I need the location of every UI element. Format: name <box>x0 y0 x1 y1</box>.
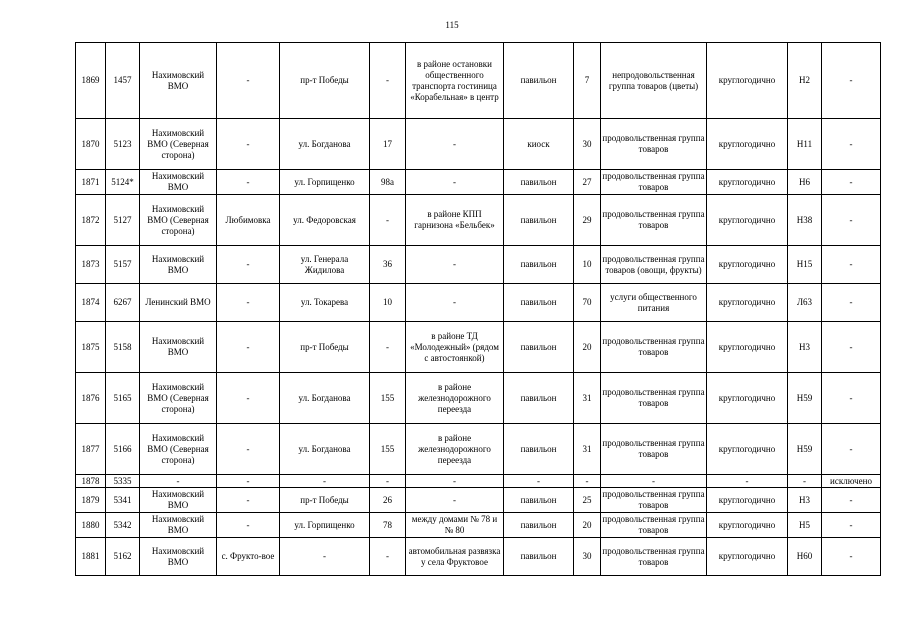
cell-object-type: - <box>504 475 574 488</box>
cell-area: 30 <box>574 538 601 576</box>
cell-scheme-number: 5124* <box>106 170 140 195</box>
cell-street: пр-т Победы <box>280 43 370 119</box>
table-row <box>76 170 881 195</box>
cell-district: Ленинский ВМО <box>140 284 217 322</box>
cell-scheme-ref: Н5 <box>788 513 822 538</box>
cell-scheme-ref: - <box>788 475 822 488</box>
cell-specialization: продовольственная группа товаров <box>601 195 707 246</box>
cell-district: - <box>140 475 217 488</box>
cell-area: 30 <box>574 119 601 170</box>
cell-entry-number: 1877 <box>76 424 106 475</box>
cell-specialization: услуги общественного питания <box>601 284 707 322</box>
cell-specialization: непродовольственная группа товаров (цветы) <box>601 43 707 119</box>
cell-settlement: - <box>217 322 280 373</box>
cell-scheme-ref: Н6 <box>788 170 822 195</box>
cell-note: - <box>822 284 881 322</box>
cell-settlement: - <box>217 424 280 475</box>
cell-scheme-number: 5157 <box>106 246 140 284</box>
cell-area: 7 <box>574 43 601 119</box>
cell-landmark: между домами № 78 и № 80 <box>406 513 504 538</box>
cell-house-number: 155 <box>370 424 406 475</box>
cell-object-type: павильон <box>504 195 574 246</box>
cell-entry-number: 1878 <box>76 475 106 488</box>
cell-settlement: Любимовка <box>217 195 280 246</box>
cell-area: 70 <box>574 284 601 322</box>
cell-note: - <box>822 513 881 538</box>
cell-settlement: - <box>217 170 280 195</box>
cell-district: Нахимовский ВМО <box>140 513 217 538</box>
cell-district: Нахимовский ВМО <box>140 538 217 576</box>
cell-district: Нахимовский ВМО <box>140 322 217 373</box>
cell-scheme-ref: Н59 <box>788 424 822 475</box>
cell-entry-number: 1880 <box>76 513 106 538</box>
cell-specialization: продовольственная группа товаров <box>601 488 707 513</box>
cell-area: 25 <box>574 488 601 513</box>
table-row <box>76 488 881 513</box>
cell-note: - <box>822 119 881 170</box>
cell-period: круглогодично <box>707 246 788 284</box>
cell-district: Нахимовский ВМО <box>140 170 217 195</box>
cell-period: круглогодично <box>707 322 788 373</box>
cell-house-number: - <box>370 538 406 576</box>
cell-street: ул. Горпищенко <box>280 513 370 538</box>
cell-street: ул. Богданова <box>280 373 370 424</box>
cell-street: ул. Токарева <box>280 284 370 322</box>
cell-district: Нахимовский ВМО <box>140 488 217 513</box>
register-body <box>76 43 881 576</box>
register-table <box>75 42 881 576</box>
cell-district: Нахимовский ВМО (Северная сторона) <box>140 424 217 475</box>
cell-scheme-number: 5342 <box>106 513 140 538</box>
table-row <box>76 284 881 322</box>
cell-landmark: в районе железнодорожного переезда <box>406 373 504 424</box>
cell-house-number: - <box>370 195 406 246</box>
cell-district: Нахимовский ВМО <box>140 43 217 119</box>
table-row <box>76 424 881 475</box>
cell-scheme-ref: Л63 <box>788 284 822 322</box>
cell-street: - <box>280 538 370 576</box>
cell-area: 10 <box>574 246 601 284</box>
cell-landmark: автомобильная развязка у села Фруктовое <box>406 538 504 576</box>
cell-area: 29 <box>574 195 601 246</box>
cell-object-type: павильон <box>504 170 574 195</box>
cell-object-type: павильон <box>504 43 574 119</box>
cell-scheme-ref: Н3 <box>788 322 822 373</box>
cell-entry-number: 1871 <box>76 170 106 195</box>
cell-period: круглогодично <box>707 284 788 322</box>
cell-object-type: павильон <box>504 488 574 513</box>
cell-street: пр-т Победы <box>280 488 370 513</box>
cell-entry-number: 1874 <box>76 284 106 322</box>
cell-object-type: павильон <box>504 284 574 322</box>
cell-street: - <box>280 475 370 488</box>
cell-period: круглогодично <box>707 170 788 195</box>
cell-note: - <box>822 373 881 424</box>
cell-landmark: в районе остановки общественного транспорта гостиница «Корабельная» в центр <box>406 43 504 119</box>
cell-entry-number: 1870 <box>76 119 106 170</box>
cell-scheme-number: 5158 <box>106 322 140 373</box>
cell-house-number: - <box>370 475 406 488</box>
cell-note: - <box>822 322 881 373</box>
cell-street: ул. Федоровская <box>280 195 370 246</box>
cell-scheme-number: 1457 <box>106 43 140 119</box>
cell-scheme-ref: Н15 <box>788 246 822 284</box>
table-row <box>76 246 881 284</box>
cell-landmark: в районе КПП гарнизона «Бельбек» <box>406 195 504 246</box>
cell-street: пр-т Победы <box>280 322 370 373</box>
cell-house-number: 155 <box>370 373 406 424</box>
cell-scheme-number: 5165 <box>106 373 140 424</box>
cell-specialization: продовольственная группа товаров <box>601 538 707 576</box>
cell-house-number: 98а <box>370 170 406 195</box>
cell-street: ул. Богданова <box>280 119 370 170</box>
cell-house-number: 26 <box>370 488 406 513</box>
cell-specialization: продовольственная группа товаров (овощи, фрукты) <box>601 246 707 284</box>
cell-object-type: павильон <box>504 246 574 284</box>
cell-specialization: продовольственная группа товаров <box>601 322 707 373</box>
cell-note: - <box>822 246 881 284</box>
cell-note: исключено <box>822 475 881 488</box>
cell-area: - <box>574 475 601 488</box>
table-row <box>76 513 881 538</box>
cell-house-number: - <box>370 43 406 119</box>
cell-object-type: павильон <box>504 322 574 373</box>
cell-period: круглогодично <box>707 195 788 246</box>
cell-period: круглогодично <box>707 43 788 119</box>
cell-landmark: в районе ТД «Молодежный» (рядом с автостоянкой) <box>406 322 504 373</box>
cell-landmark: - <box>406 170 504 195</box>
cell-scheme-number: 5166 <box>106 424 140 475</box>
cell-note: - <box>822 424 881 475</box>
cell-specialization: продовольственная группа товаров <box>601 424 707 475</box>
cell-object-type: павильон <box>504 538 574 576</box>
cell-object-type: киоск <box>504 119 574 170</box>
cell-scheme-number: 5123 <box>106 119 140 170</box>
cell-settlement: с. Фрукто-вое <box>217 538 280 576</box>
cell-landmark: в районе железнодорожного переезда <box>406 424 504 475</box>
cell-specialization: продовольственная группа товаров <box>601 170 707 195</box>
cell-scheme-ref: Н60 <box>788 538 822 576</box>
cell-note: - <box>822 170 881 195</box>
cell-scheme-ref: Н38 <box>788 195 822 246</box>
cell-house-number: 10 <box>370 284 406 322</box>
cell-specialization: продовольственная группа товаров <box>601 513 707 538</box>
cell-object-type: павильон <box>504 513 574 538</box>
cell-note: - <box>822 488 881 513</box>
cell-period: круглогодично <box>707 373 788 424</box>
cell-district: Нахимовский ВМО (Северная сторона) <box>140 373 217 424</box>
cell-district: Нахимовский ВМО (Северная сторона) <box>140 119 217 170</box>
cell-object-type: павильон <box>504 373 574 424</box>
cell-entry-number: 1876 <box>76 373 106 424</box>
cell-scheme-number: 6267 <box>106 284 140 322</box>
cell-scheme-number: 5341 <box>106 488 140 513</box>
cell-entry-number: 1875 <box>76 322 106 373</box>
cell-landmark: - <box>406 119 504 170</box>
cell-scheme-ref: Н11 <box>788 119 822 170</box>
cell-scheme-ref: Н2 <box>788 43 822 119</box>
cell-scheme-number: 5127 <box>106 195 140 246</box>
cell-area: 20 <box>574 322 601 373</box>
table-row <box>76 195 881 246</box>
cell-landmark: - <box>406 475 504 488</box>
cell-area: 20 <box>574 513 601 538</box>
table-row <box>76 475 881 488</box>
cell-specialization: продовольственная группа товаров <box>601 373 707 424</box>
cell-district: Нахимовский ВМО <box>140 246 217 284</box>
cell-period: круглогодично <box>707 488 788 513</box>
cell-settlement: - <box>217 246 280 284</box>
cell-house-number: 17 <box>370 119 406 170</box>
table-row <box>76 538 881 576</box>
cell-settlement: - <box>217 43 280 119</box>
cell-specialization: продовольственная группа товаров <box>601 119 707 170</box>
cell-landmark: - <box>406 246 504 284</box>
cell-house-number: 36 <box>370 246 406 284</box>
cell-area: 27 <box>574 170 601 195</box>
cell-settlement: - <box>217 119 280 170</box>
cell-entry-number: 1881 <box>76 538 106 576</box>
cell-scheme-ref: Н59 <box>788 373 822 424</box>
cell-street: ул. Богданова <box>280 424 370 475</box>
cell-settlement: - <box>217 513 280 538</box>
cell-period: круглогодично <box>707 119 788 170</box>
table-row <box>76 322 881 373</box>
cell-street: ул. Генерала Жидилова <box>280 246 370 284</box>
cell-period: круглогодично <box>707 513 788 538</box>
cell-landmark: - <box>406 284 504 322</box>
cell-settlement: - <box>217 475 280 488</box>
cell-entry-number: 1879 <box>76 488 106 513</box>
cell-entry-number: 1873 <box>76 246 106 284</box>
table-row <box>76 373 881 424</box>
cell-entry-number: 1872 <box>76 195 106 246</box>
cell-scheme-ref: Н3 <box>788 488 822 513</box>
cell-district: Нахимовский ВМО (Северная сторона) <box>140 195 217 246</box>
cell-scheme-number: 5335 <box>106 475 140 488</box>
cell-specialization: - <box>601 475 707 488</box>
cell-scheme-number: 5162 <box>106 538 140 576</box>
cell-period: круглогодично <box>707 424 788 475</box>
cell-settlement: - <box>217 373 280 424</box>
cell-note: - <box>822 195 881 246</box>
table-row <box>76 43 881 119</box>
cell-period: круглогодично <box>707 538 788 576</box>
cell-entry-number: 1869 <box>76 43 106 119</box>
cell-area: 31 <box>574 424 601 475</box>
cell-settlement: - <box>217 488 280 513</box>
cell-note: - <box>822 538 881 576</box>
table-row <box>76 119 881 170</box>
cell-landmark: - <box>406 488 504 513</box>
cell-settlement: - <box>217 284 280 322</box>
cell-house-number: 78 <box>370 513 406 538</box>
cell-area: 31 <box>574 373 601 424</box>
cell-period: - <box>707 475 788 488</box>
page-number: 115 <box>445 20 459 30</box>
cell-house-number: - <box>370 322 406 373</box>
cell-object-type: павильон <box>504 424 574 475</box>
cell-note: - <box>822 43 881 119</box>
cell-street: ул. Горпищенко <box>280 170 370 195</box>
